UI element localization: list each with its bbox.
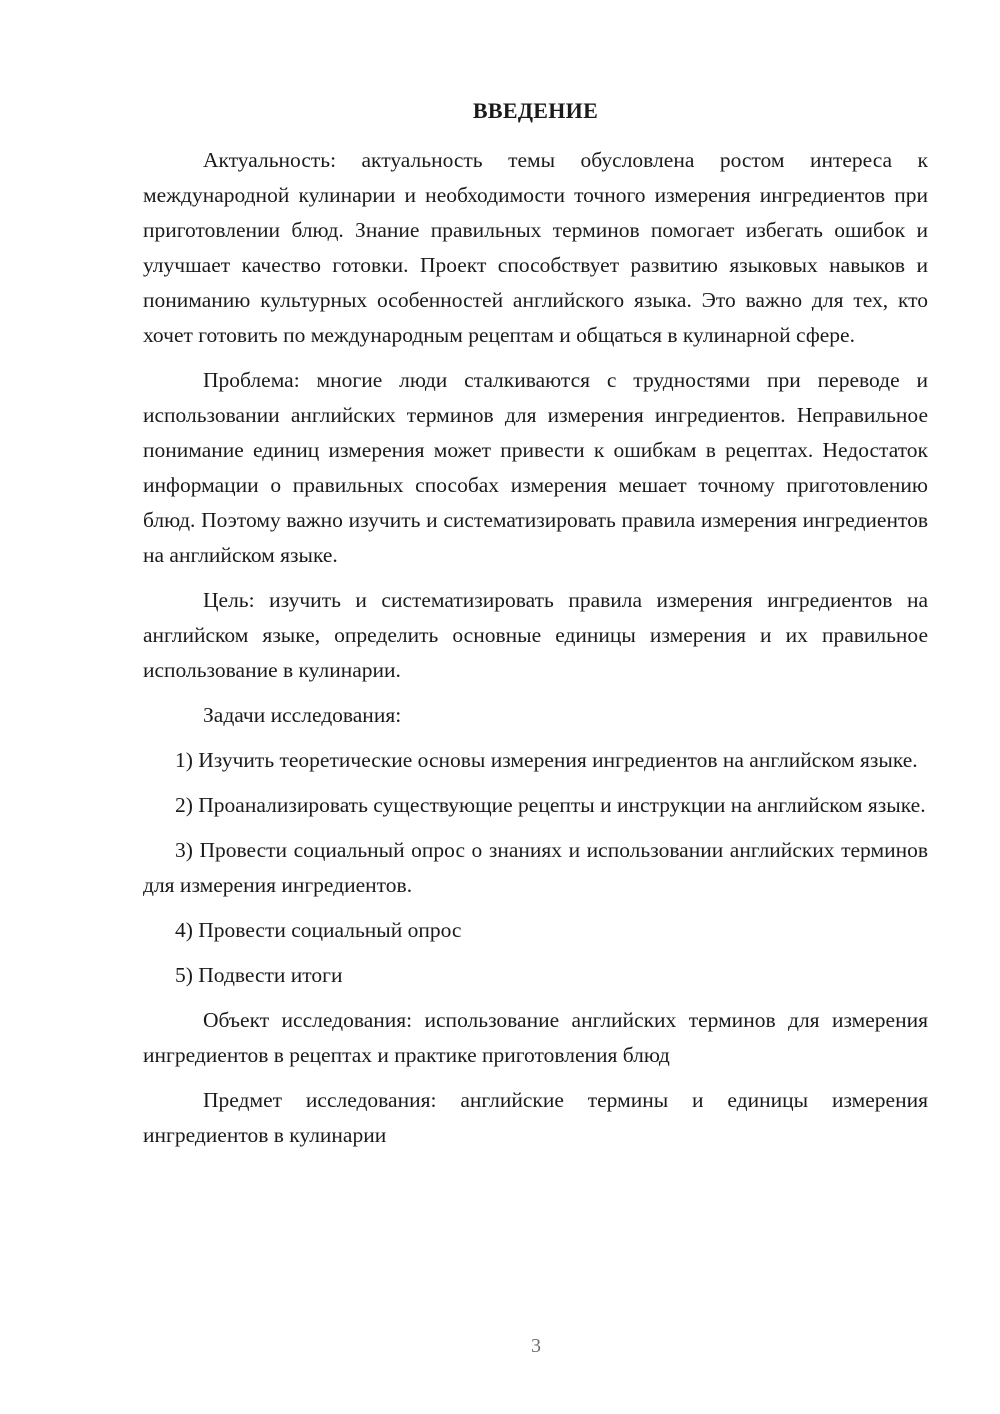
task-item-1: 1) Изучить теоретические основы измерения ингредиентов на английском языке. <box>175 748 918 772</box>
section-title: ВВЕДЕНИЕ <box>472 98 599 123</box>
paragraph-problem: Проблема: многие люди сталкиваются с трудностями при переводе и использовании английских терминов для измерения ингредиентов. Неправильное понимание единиц измерения может привести к ошибкам в рецептах. Недостаток информации о правильных способах измерения мешает точному приготовлению блюд. Поэтому важно изучить и систематизировать правила измерения ингредиентов на английском языке. <box>143 368 928 567</box>
task-item-4: 4) Провести социальный опрос <box>175 918 462 942</box>
task-item-2: 2) Проанализировать существующие рецепты и инструкции на английском языке. <box>175 793 926 817</box>
paragraph-object: Объект исследования: использование английских терминов для измерения ингредиентов в рецептах и практике приготовления блюд <box>143 1008 928 1067</box>
task-item-5: 5) Подвести итоги <box>175 963 343 987</box>
paragraph-goal: Цель: изучить и систематизировать правила измерения ингредиентов на английском языке, определить основные единицы измерения и их правильное использование в кулинарии. <box>143 588 928 682</box>
document-body <box>143 143 928 1163</box>
paragraph-subject: Предмет исследования: английские термины и единицы измерения ингредиентов в кулинарии <box>143 1088 928 1147</box>
task-item-3: 3) Провести социальный опрос о знаниях и использовании английских терминов для измерения ингредиентов. <box>143 838 928 897</box>
page-number: 3 <box>531 1335 541 1357</box>
paragraph-relevance: Актуальность: актуальность темы обусловлена ростом интереса к международной кулинарии и необходимости точного измерения ингредиентов при приготовлении блюд. Знание правильных терминов помогает избегать ошибок и улучшает качество готовки. Проект способствует развитию языковых навыков и пониманию культурных особенностей английского языка. Это важно для тех, кто хочет готовить по международным рецептам и общаться в кулинарной сфере. <box>143 148 928 347</box>
paragraph-tasks-heading: Задачи исследования: <box>203 703 402 727</box>
